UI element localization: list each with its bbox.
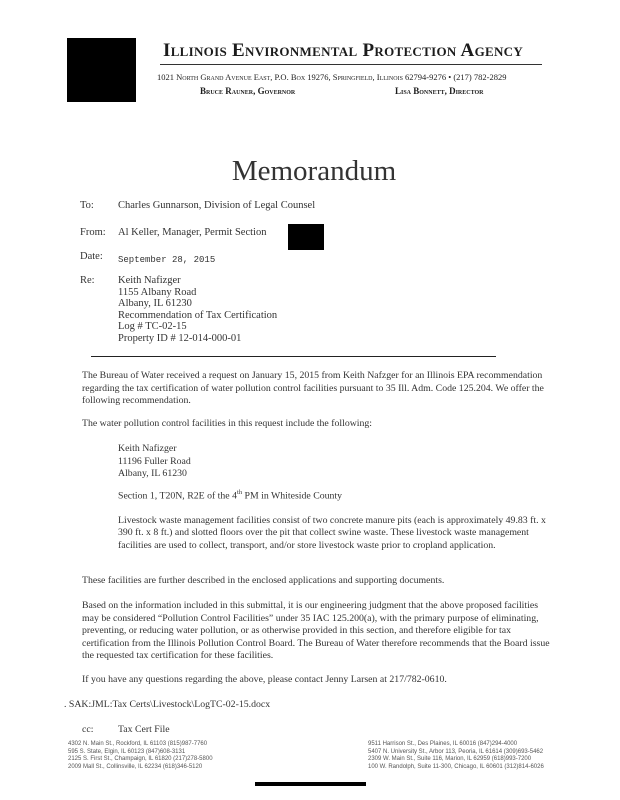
- redacted-logo-block: [67, 38, 136, 102]
- file-reference: [64, 699, 270, 710]
- footer-office: 595 S. State, Elgin, IL 60123 (847)608-3131: [68, 748, 186, 755]
- facility-address: [118, 443, 191, 481]
- letterhead-divider: [160, 64, 542, 65]
- facility-address-line: Albany, IL 61230: [118, 468, 187, 480]
- facilities-described-paragraph: These facilities are further described in the enclosed applications and supporting documents.: [82, 575, 445, 586]
- intro-paragraph: The Bureau of Water received a request on January 15, 2015 from Keith Nafzger for an Illinois EPA recommendation regarding the tax certification of water pollution control facilities pursuant to 35 Ill. Adm. Code 125.204. We offer the following recommendation.: [82, 370, 544, 407]
- re-line: Property ID # 12-014-000-01: [118, 332, 242, 344]
- re-line: Albany, IL 61230: [118, 298, 192, 310]
- redaction-block: [288, 224, 324, 250]
- footer-office: 2309 W. Main St., Suite 116, Marion, IL 62959 (618)993-7200: [368, 756, 532, 763]
- file-reference-text: SAK:JML:Tax Certs\Livestock\LogTC-02-15.docx: [68, 699, 271, 710]
- legal-description: [118, 489, 342, 501]
- facility-address-line: 11196 Fuller Road: [118, 455, 191, 467]
- cc-label: cc:: [82, 724, 94, 735]
- to-value: Charles Gunnarson, Division of Legal Counsel: [118, 200, 316, 211]
- footer-redaction-bar: [255, 782, 366, 786]
- agency-address: 1021 North Grand Avenue East, P.O. Box 19276, Springfield, Illinois 62794-9276 • (217) 782-2829: [157, 72, 507, 82]
- section-suffix: PM in Whiteside County: [242, 490, 343, 502]
- date-label: Date:: [80, 251, 103, 262]
- footer-office: 2125 S. First St., Champaign, IL 61820 (217)278-5800: [68, 756, 213, 763]
- footer-offices-right: [368, 741, 544, 771]
- re-line: Keith Nafizger: [118, 275, 181, 286]
- to-label: To:: [80, 200, 94, 211]
- re-line: 1155 Albany Road: [118, 286, 197, 298]
- cc-value: Tax Cert File: [118, 724, 170, 735]
- governor-name: Bruce Rauner, Governor: [200, 86, 296, 96]
- section-superscript: th: [237, 489, 243, 496]
- agency-name: Illinois Environmental Protection Agency: [163, 40, 524, 61]
- date-value: September 28, 2015: [118, 255, 216, 265]
- section-prefix: Section 1, T20N, R2E of the 4: [118, 490, 238, 502]
- re-label: Re:: [80, 275, 95, 286]
- footer-office: 2009 Mall St., Collinsville, IL 62234 (618)346-5120: [68, 763, 203, 770]
- footer-office: 9511 Harrison St., Des Plaines, IL 60016 (847)294-4000: [368, 741, 518, 747]
- judgment-paragraph: Based on the information included in this submittal, it is our engineering judgment that the above proposed facilities may be considered “Pollution Control Facilities” under 35 IAC 125.200(a), with the primary purpose of eliminating, preventing, or reducing water pollution, or as otherwise provided in this section, and therefore eligible for tax certification from the Illinois Pollution Control Board. The Bureau of Water therefore recommends that the Board issue the requested tax certification for these facilities.: [82, 600, 550, 662]
- facilities-intro: The water pollution control facilities in this request include the following:: [82, 418, 373, 429]
- footer-office: 100 W. Randolph, Suite 11-300, Chicago, IL 60601 (312)814-6026: [368, 763, 544, 770]
- re-line: Log # TC-02-15: [118, 321, 187, 333]
- re-line: Recommendation of Tax Certification: [118, 309, 278, 321]
- contact-paragraph: If you have any questions regarding the above, please contact Jenny Larsen at 217/782-0610.: [82, 674, 447, 685]
- livestock-description: Livestock waste management facilities consist of two concrete manure pits (each is approximately 49.83 ft. x 390 ft. x 8 ft.) and slotted floors over the pit that collect swine waste. These livestock waste management facilities are used to collect, transport, and/or store livestock waste prior to cropland application.: [118, 515, 546, 551]
- from-label: From:: [80, 227, 106, 238]
- bullet-mark: .: [64, 699, 69, 710]
- director-name: Lisa Bonnett, Director: [395, 86, 484, 96]
- memo-title: Memorandum: [231, 155, 397, 187]
- footer-office: 4302 N. Main St., Rockford, IL 61103 (815)987-7760: [68, 741, 208, 747]
- facility-address-line: Keith Nafizger: [118, 443, 177, 454]
- header-divider: [91, 356, 496, 357]
- from-value: Al Keller, Manager, Permit Section: [118, 227, 267, 238]
- footer-office: 5407 N. University St., Arbor 113, Peoria, IL 61614 (309)693-5462: [368, 748, 544, 755]
- re-block: [118, 275, 277, 345]
- footer-offices-left: [68, 741, 213, 771]
